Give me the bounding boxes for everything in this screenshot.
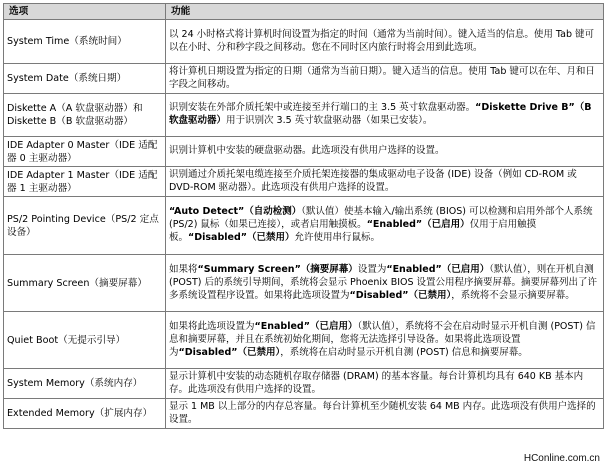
setting-value-bold: “Summary Screen”（摘要屏幕） <box>197 263 358 275</box>
option-description <box>166 312 604 369</box>
option-name: Summary Screen（摘要屏幕） <box>4 255 166 312</box>
table-row <box>4 197 604 255</box>
description-text: 允许使用串行鼠标。 <box>294 232 381 243</box>
option-description <box>166 197 604 255</box>
setting-value-bold: “Enabled”（已启用） <box>254 320 358 332</box>
bios-options-table <box>3 3 604 429</box>
option-description <box>166 255 604 312</box>
option-description <box>166 399 604 429</box>
description-text: 识别安装在外部介质托架中或连接至并行端口的主 3.5 英寸软盘驱动器。 <box>169 102 476 114</box>
option-description <box>166 369 604 399</box>
description-text: ，系统将不会显示摘要屏幕。 <box>451 289 575 301</box>
table-row <box>4 255 604 312</box>
table-row <box>4 369 604 399</box>
option-name: Quiet Boot（无提示引导） <box>4 312 166 369</box>
description-text: ，系统将在启动时显示开机自测 (POST) 信息和摘要屏幕。 <box>280 346 528 358</box>
setting-value-bold: “Enabled”（已启用） <box>386 263 490 275</box>
option-name: System Time（系统时间） <box>4 20 166 64</box>
description-text: （默认值），则在开机自测 (POST) 后的系统引导期间，系统将会显示 Phoenix BIOS 设置公用程序摘要屏幕。摘要屏幕列出了许多系统设置程序设置。如果将此选项设置为 <box>169 263 598 301</box>
description-text: 将计算机日期设置为指定的日期（通常为当前日期）。键入适当的信息。使用 Tab 键可以在年、月和日字段之间移动。 <box>169 65 595 90</box>
site-watermark: HConline.com.cn <box>521 452 603 465</box>
table-header-row <box>4 4 604 20</box>
option-description <box>166 64 604 94</box>
description-text: 如果将 <box>169 263 198 275</box>
description-text: 显示 1 MB 以上部分的内存总容量。每台计算机至少随机安装 64 MB 内存。此选项没有供用户选择的设置。 <box>169 400 596 425</box>
header-function: 功能 <box>166 4 604 20</box>
description-text: 以 24 小时格式将计算机时间设置为指定的时间（通常为当前时间）。键入适当的信息。使用 Tab 键可以在小时、分和秒字段之间移动。您在不同时区内旅行时将会用到此选项。 <box>169 28 595 53</box>
description-text: （默认值）使基本输入/输出系统 (BIOS) 可以检测和启用外部个人系统 (PS/2) 鼠标（如果已连接），或者启用触摸板。 <box>169 206 593 231</box>
description-text: 仅用于启用触摸板。 <box>169 219 537 243</box>
table-row <box>4 94 604 137</box>
option-name: System Date（系统日期） <box>4 64 166 94</box>
setting-value-bold: “Auto Detect”（自动检测） <box>169 206 302 218</box>
setting-value-bold: “Disabled”（已禁用） <box>349 289 452 301</box>
description-text: 用于识别次 3.5 英寸软盘驱动器（如果已安装）。 <box>226 115 433 127</box>
description-text: 识别通过介质托架电缆连接至介质托架连接器的集成驱动电子设备 (IDE) 设备（例如 CD-ROM 或 DVD-ROM 驱动器）。此选项没有供用户选择的设置。 <box>169 168 577 193</box>
table-row <box>4 137 604 167</box>
header-option: 选项 <box>4 4 166 20</box>
option-name: Extended Memory（扩展内存） <box>4 399 166 429</box>
table-row <box>4 312 604 369</box>
option-description <box>166 94 604 137</box>
option-name: Diskette A（A 软盘驱动器）和 Diskette B（B 软盘驱动器） <box>4 94 166 137</box>
option-name: IDE Adapter 1 Master（IDE 适配器 1 主驱动器） <box>4 167 166 197</box>
option-name: System Memory（系统内存） <box>4 369 166 399</box>
option-name: PS/2 Pointing Device（PS/2 定点设备） <box>4 197 166 255</box>
description-text: 如果将此选项设置为 <box>169 320 255 332</box>
setting-value-bold: “Enabled”（已启用） <box>366 219 470 231</box>
description-text: 设置为 <box>357 263 387 275</box>
description-text: 显示计算机中安装的动态随机存取存储器 (DRAM) 的基本容量。每台计算机均具有 640 KB 基本内存。此选项没有供用户选择的设置。 <box>169 370 584 395</box>
option-description <box>166 167 604 197</box>
table-row <box>4 167 604 197</box>
table-row <box>4 64 604 94</box>
table-row <box>4 20 604 64</box>
setting-value-bold: “Disabled”（已禁用） <box>188 232 295 243</box>
setting-value-bold: “Diskette Drive B”（B 软盘驱动器） <box>169 102 592 127</box>
table-row <box>4 399 604 429</box>
option-name: IDE Adapter 0 Master（IDE 适配器 0 主驱动器） <box>4 137 166 167</box>
description-text: （默认值），系统将不会在启动时显示开机自测 (POST) 信息和摘要屏幕，并且在系统初始化期间，您将无法选择引导设备。如果将此选项设置为 <box>169 320 596 358</box>
description-text: 识别计算机中安装的硬盘驱动器。此选项没有供用户选择的设置。 <box>169 145 445 157</box>
setting-value-bold: “Disabled”（已禁用） <box>178 346 281 358</box>
option-description <box>166 20 604 64</box>
option-description <box>166 137 604 167</box>
